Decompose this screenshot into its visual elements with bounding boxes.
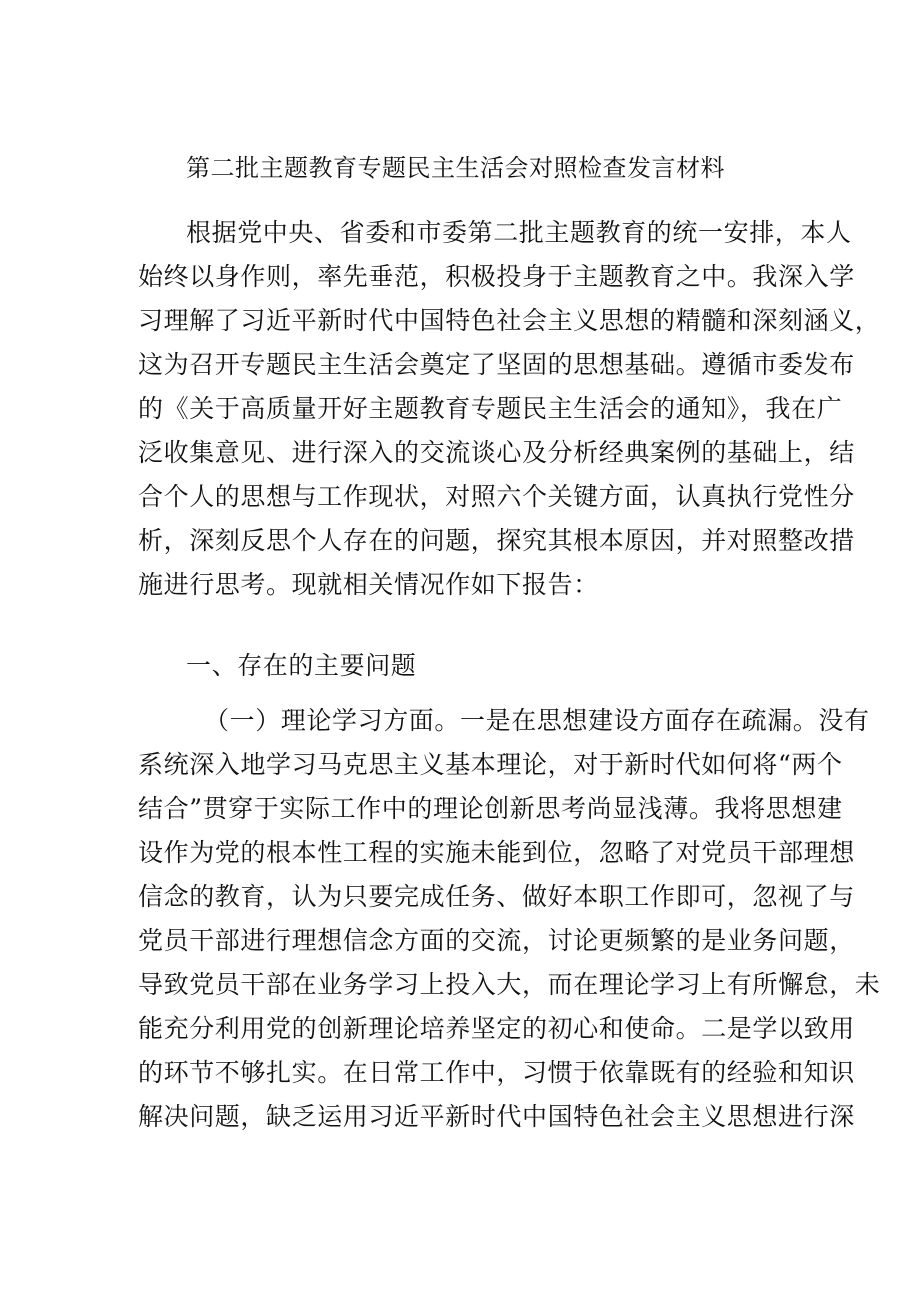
theory-line: 导致党员干部在业务学习上投入大，而在理论学习上有所懈怠，未	[138, 970, 881, 999]
theory-line: 系统深入地学习马克思主义基本理论，对于新时代如何将“两个	[138, 750, 843, 779]
intro-line: 施进行思考。现就相关情况作如下报告：	[138, 570, 599, 599]
intro-line: 这为召开专题民主生活会奠定了坚固的思想基础。遵循市委发布	[138, 350, 855, 379]
intro-line: 泛收集意见、进行深入的交流谈心及分析经典案例的基础上，结	[138, 438, 855, 467]
intro-line: 根据党中央、省委和市委第二批主题教育的统一安排，本人	[186, 218, 852, 247]
intro-line: 合个人的思想与工作现状，对照六个关键方面，认真执行党性分	[138, 482, 855, 511]
section-heading: 一、存在的主要问题	[186, 651, 417, 680]
document-title: 第二批主题教育专题民主生活会对照检查发言材料	[186, 154, 725, 182]
theory-line: 信念的教育，认为只要完成任务、做好本职工作即可，忽视了与	[138, 882, 855, 911]
intro-line: 析，深刻反思个人存在的问题，探究其根本原因，并对照整改措	[138, 526, 855, 555]
theory-line: 设作为党的根本性工程的实施未能到位，忽略了对党员干部理想	[138, 838, 855, 867]
theory-line: 党员干部进行理想信念方面的交流，讨论更频繁的是业务问题，	[138, 926, 855, 955]
theory-line: （一）理论学习方面。一是在思想建设方面存在疏漏。没有	[204, 706, 870, 735]
intro-line: 的《关于高质量开好主题教育专题民主生活会的通知》，我在广	[138, 394, 843, 423]
theory-line: 解决问题，缺乏运用习近平新时代中国特色社会主义思想进行深	[138, 1102, 855, 1131]
theory-line: 结合”贯穿于实际工作中的理论创新思考尚显浅薄。我将思想建	[138, 794, 843, 823]
theory-line: 能充分利用党的创新理论培养坚定的初心和使命。二是学以致用	[138, 1014, 855, 1043]
intro-line: 习理解了习近平新时代中国特色社会主义思想的精髓和深刻涵义，	[138, 306, 881, 335]
intro-line: 始终以身作则，率先垂范，积极投身于主题教育之中。我深入学	[138, 262, 855, 291]
theory-line: 的环节不够扎实。在日常工作中，习惯于依靠既有的经验和知识	[138, 1058, 855, 1087]
